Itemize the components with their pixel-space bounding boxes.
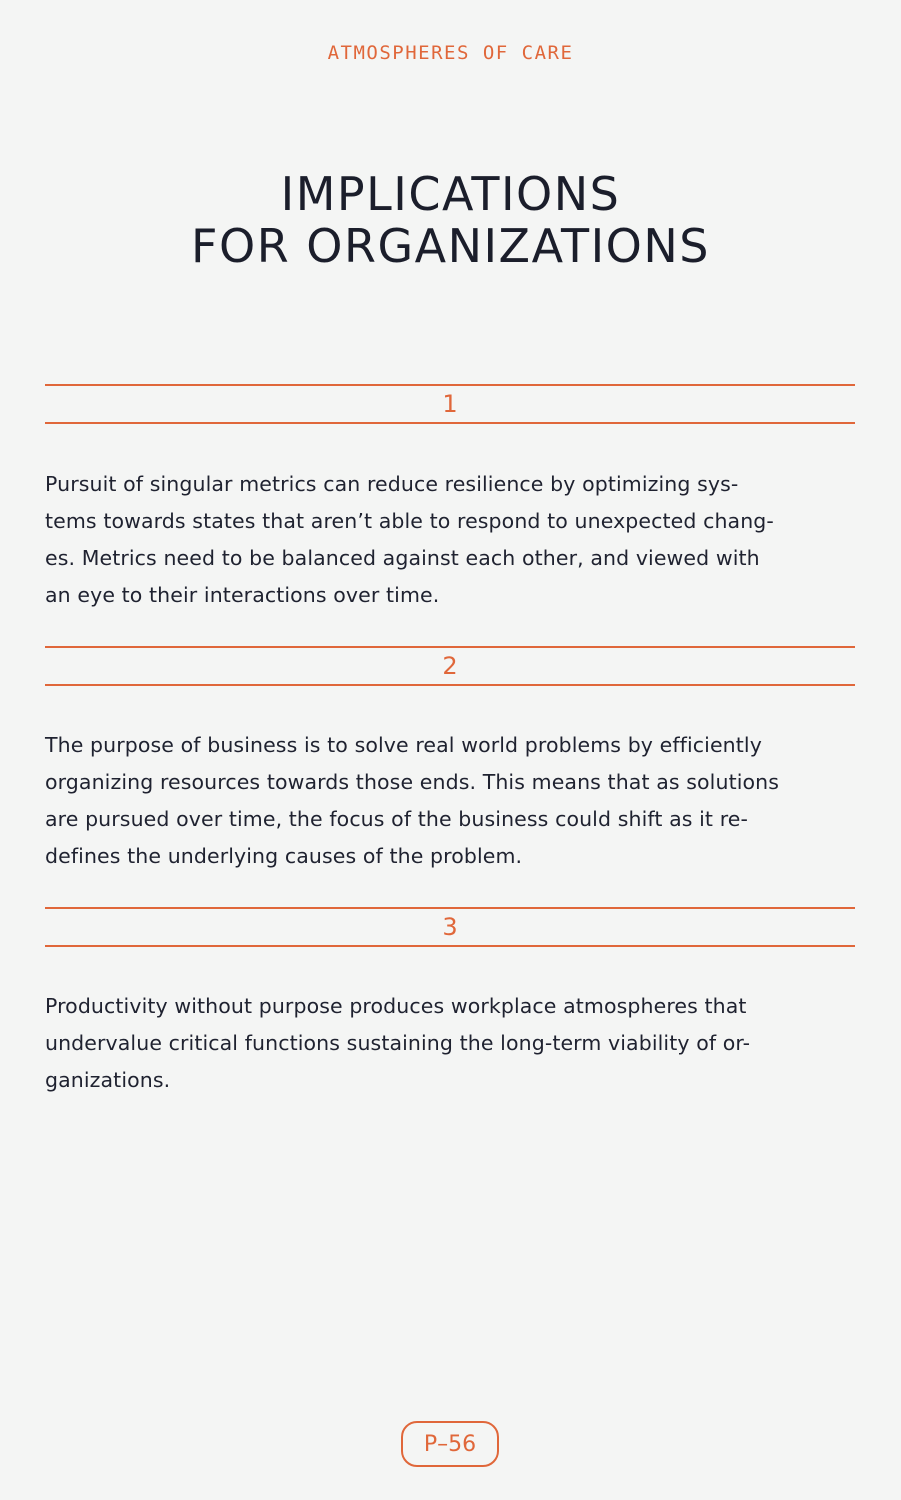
section-3-line-3: ganizations. <box>45 1068 171 1092</box>
section-3-line-2: undervalue critical functions sustaining the long-term viability of or- <box>45 1031 751 1055</box>
section-3-number: 3 <box>442 913 458 941</box>
section-3-line-1: Productivity without purpose produces workplace atmospheres that <box>45 994 747 1018</box>
section-2-line-1: The purpose of business is to solve real world problems by efficiently <box>45 733 762 757</box>
section-3-number-bar <box>45 907 855 947</box>
running-header: ATMOSPHERES OF CARE <box>327 42 574 64</box>
section-1-number-bar <box>45 384 855 424</box>
section-2-line-4: defines the underlying causes of the problem. <box>45 844 523 868</box>
section-1-line-4: an eye to their interactions over time. <box>45 583 440 607</box>
title-line-2: FOR ORGANIZATIONS <box>191 219 710 273</box>
section-3-paragraph <box>45 988 860 1099</box>
section-1-line-1: Pursuit of singular metrics can reduce resilience by optimizing sys- <box>45 472 739 496</box>
section-2-number-bar <box>45 646 855 686</box>
section-2-line-3: are pursued over time, the focus of the business could shift as it re- <box>45 807 748 831</box>
page-number: P–56 <box>423 1431 477 1457</box>
title-line-1: IMPLICATIONS <box>280 167 621 221</box>
section-2-number: 2 <box>442 652 458 680</box>
section-2-line-2: organizing resources towards those ends. This means that as solutions <box>45 770 780 794</box>
section-1-line-2: tems towards states that aren’t able to respond to unexpected chang- <box>45 509 774 533</box>
page-number-badge <box>401 1421 499 1467</box>
page-title <box>0 168 901 272</box>
section-1-paragraph <box>45 466 860 614</box>
section-2-paragraph <box>45 727 860 875</box>
section-1-number: 1 <box>442 390 458 418</box>
section-1-line-3: es. Metrics need to be balanced against each other, and viewed with <box>45 546 760 570</box>
